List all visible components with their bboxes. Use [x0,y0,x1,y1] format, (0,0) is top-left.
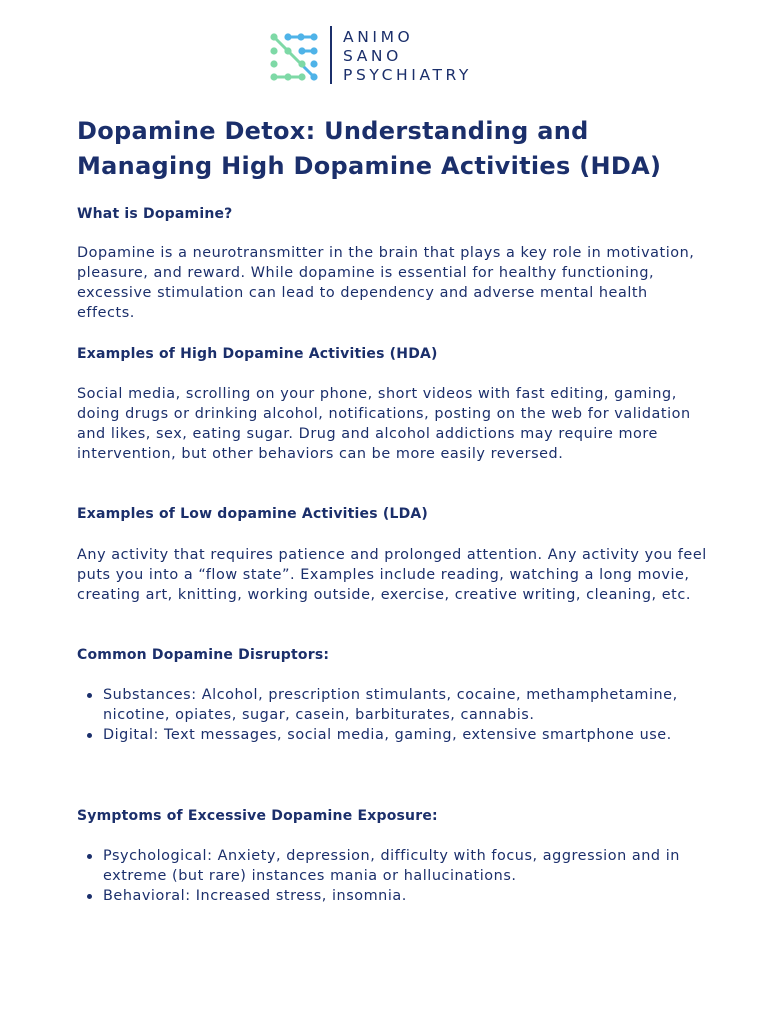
section-what-is-dopamine-body [77,243,709,323]
section-disruptors-list [77,685,709,745]
section-symptoms [77,806,709,826]
paragraph: Dopamine is a neurotransmitter in the brain that plays a key role in motivation, pleasure, and reward. While dopamine is essential for healthy functioning, excessive stimulation can lead to dependency and adverse mental health effects. [77,245,695,322]
list-item: Psychological: Anxiety, depression, difficulty with focus, aggression and in extreme (but rare) instances mania or hallucinations. [103,846,709,886]
page-title: Dopamine Detox: Understanding and Managing High Dopamine Activities (HDA) [77,117,662,180]
section-heading: Examples of High Dopamine Activities (HDA) [77,346,438,362]
logo-line-1: ANIMO [343,28,414,46]
section-lda-body [77,545,709,605]
section-heading: What is Dopamine? [77,206,233,222]
section-heading: Symptoms of Excessive Dopamine Exposure: [77,808,438,824]
bullet-list [77,846,709,906]
paragraph: Any activity that requires patience and prolonged attention. Any activity you feel puts you into a “flow state”. Examples include reading, watching a long movie, creating art, knitting, working outside, exercise, creative writing, cleaning, etc. [77,547,707,604]
section-hda-body [77,384,709,464]
section-disruptors [77,645,709,665]
logo-divider [330,26,332,84]
list-item: Digital: Text messages, social media, gaming, extensive smartphone use. [103,725,709,745]
section-what-is-dopamine [77,204,709,224]
paragraph: Social media, scrolling on your phone, short videos with fast editing, gaming, doing drugs or drinking alcohol, notifications, posting on the web for validation and likes, sex, eating sugar. Drug and alcohol addictions may require more intervention, but other behaviors can be more easily reversed. [77,386,691,463]
animo-sano-logo [268,26,508,86]
logo-network-icon [268,31,320,83]
section-symptoms-list [77,846,709,906]
section-lda [77,504,709,524]
section-heading: Common Dopamine Disruptors: [77,647,330,663]
section-hda [77,344,709,364]
logo-line-3: PSYCHIATRY [343,66,472,84]
section-heading: Examples of Low dopamine Activities (LDA) [77,506,429,522]
logo-wordmark [343,28,472,85]
list-item: Behavioral: Increased stress, insomnia. [103,886,709,906]
bullet-list [77,685,709,745]
logo-line-2: SANO [343,47,402,65]
list-item: Substances: Alcohol, prescription stimulants, cocaine, methamphetamine, nicotine, opiates, sugar, casein, barbiturates, cannabis. [103,685,709,725]
